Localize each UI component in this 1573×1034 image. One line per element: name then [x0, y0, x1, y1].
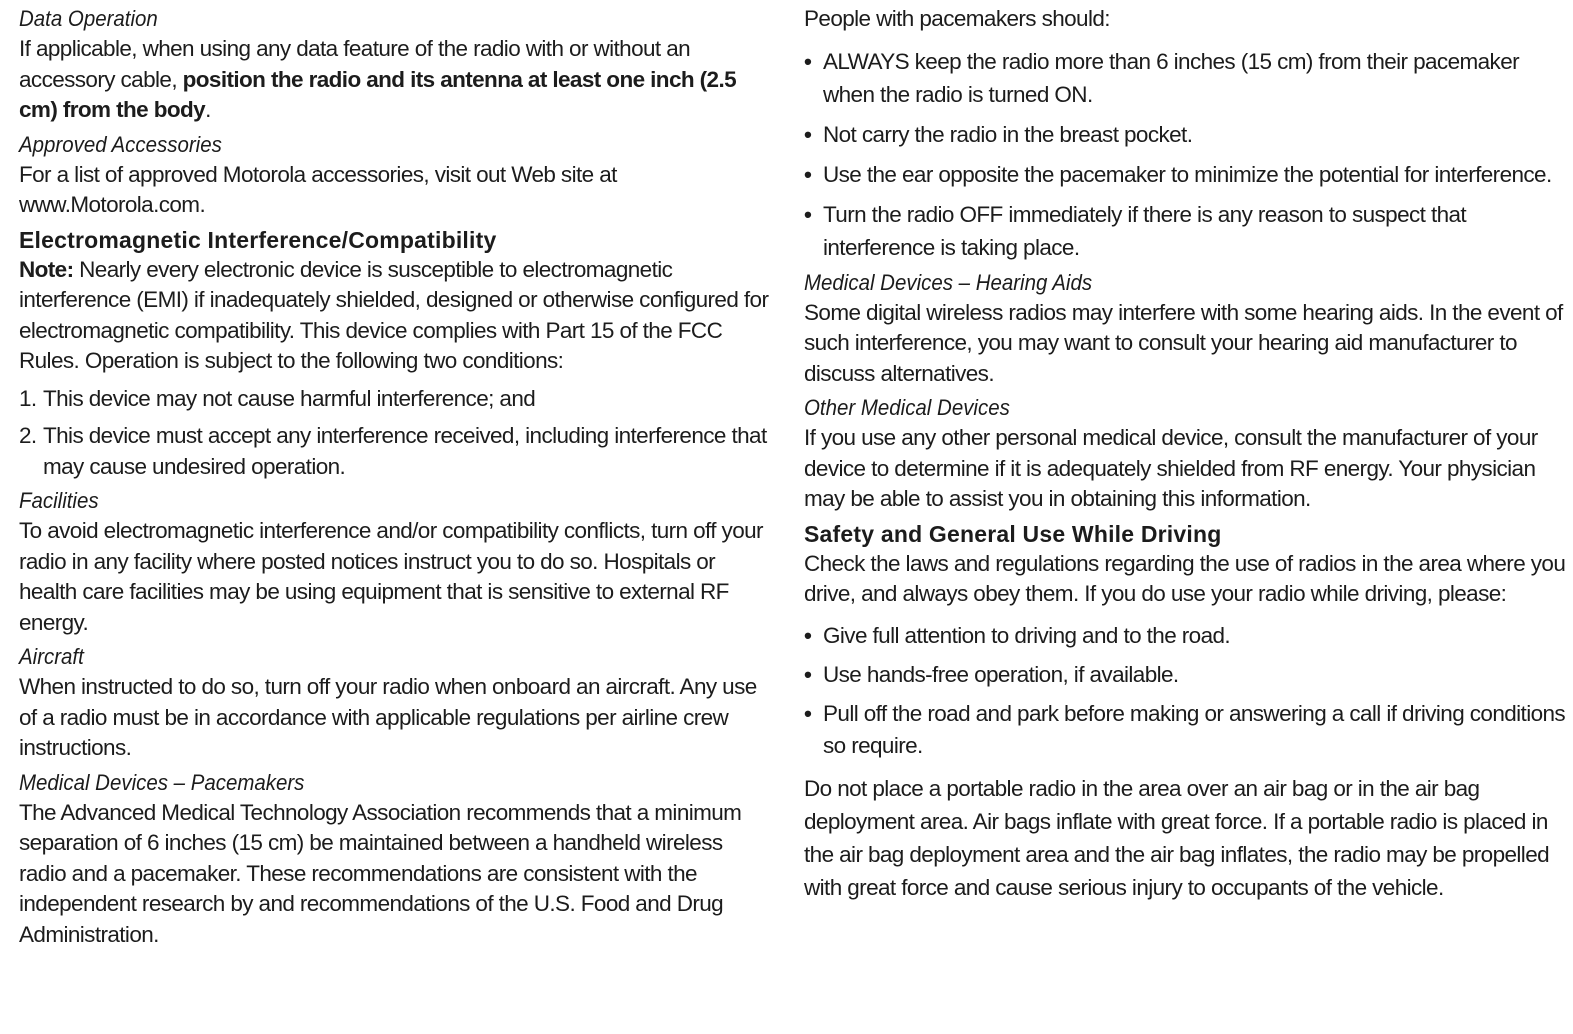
- list-item: [804, 118, 1566, 151]
- list-marker: 2.: [19, 423, 37, 448]
- pacemaker-bullets: [804, 45, 1566, 264]
- list-item: [804, 198, 1566, 264]
- airbag-text: Do not place a portable radio in the area over an air bag or in the air bag deployment area. Air bags inflate with great force. If a portable radio is placed in the air bag deployment area and the air bag inflates, the radio may be propelled with great force and cause serious injury to occupants of the vehicle.: [804, 775, 1550, 900]
- hearing-aids-title: Medical Devices – Hearing Aids: [804, 269, 1093, 295]
- pacemakers-text: The Advanced Medical Technology Association recommends that a minimum separation of 6 inches (15 cm) be maintained between a handheld wireless radio and a pacemaker. These recommendations are consistent with the independent research by and recommendations of the U.S. Food and Drug Administration.: [19, 799, 742, 947]
- list-item: [804, 45, 1566, 111]
- driving-bullets: [804, 620, 1566, 762]
- list-item-text: Give full attention to driving and to the road.: [823, 622, 1231, 648]
- bullet-marker: •: [804, 121, 812, 147]
- list-item-text: Turn the radio OFF immediately if there is any reason to suspect that interference is taking place.: [823, 201, 1467, 260]
- other-medical-text: If you use any other personal medical device, consult the manufacturer of your device to determine if it is adequately shielded from RF energy. Your physician may be able to assist you in obtaining this information.: [804, 425, 1538, 511]
- bullet-marker: •: [804, 161, 812, 187]
- list-item-text: This device must accept any interference received, including interference that may cause undesired operation.: [43, 423, 767, 479]
- aircraft-text: When instructed to do so, turn off your radio when onboard an aircraft. Any use of a radio must be in accordance with applicable regulations per airline crew instructions.: [19, 674, 757, 760]
- facilities-title: Facilities: [19, 488, 99, 513]
- list-item: [804, 620, 1566, 652]
- emi-note: [19, 255, 769, 377]
- right-column: [804, 4, 1566, 904]
- other-medical-title: Other Medical Devices: [804, 395, 1010, 420]
- emi-conditions-list: [19, 384, 769, 483]
- list-item: [804, 698, 1566, 762]
- bullet-marker: •: [804, 700, 812, 726]
- bullet-marker: •: [804, 661, 812, 687]
- facilities-text: To avoid electromagnetic interference and/or compatibility conflicts, turn off your radio in any facility where posted notices instruct you to do so. Hospitals or health care facilities may be using equipment that is sensitive to external RF energy.: [19, 518, 763, 635]
- pacemaker-intro: People with pacemakers should:: [804, 6, 1110, 31]
- list-item-text: Use hands-free operation, if available.: [823, 661, 1179, 687]
- list-item: [804, 158, 1566, 191]
- list-item-text: Pull off the road and park before making or answering a call if driving conditions so require.: [823, 700, 1566, 758]
- list-item-text: Not carry the radio in the breast pocket.: [823, 121, 1193, 147]
- list-item: [19, 421, 769, 482]
- data-operation-text-plain: If applicable, when using any data feature of the radio with or without an accessory cable,: [19, 36, 691, 92]
- driving-heading: Safety and General Use While Driving: [804, 520, 1222, 547]
- data-operation-text: [19, 34, 769, 126]
- emi-note-text: Nearly every electronic device is susceptible to electromagnetic interference (EMI) if inadequately shielded, designed or otherwise configured for electromagnetic compatibility. This device complies with Part 15 of the FCC Rules. Operation is subject to the following two conditions:: [19, 256, 769, 373]
- bullet-marker: •: [804, 48, 812, 74]
- approved-accessories-title: Approved Accessories: [19, 131, 222, 157]
- list-item: [19, 384, 769, 415]
- approved-accessories-text: For a list of approved Motorola accessories, visit out Web site at www.Motorola.com.: [19, 161, 617, 217]
- bullet-marker: •: [804, 201, 812, 227]
- data-operation-title: Data Operation: [19, 6, 158, 31]
- list-item-text: ALWAYS keep the radio more than 6 inches (15 cm) from their pacemaker when the radio is turned ON.: [823, 48, 1520, 107]
- data-operation-text-end: .: [205, 97, 211, 122]
- emi-note-label: Note:: [19, 256, 74, 282]
- left-column: [19, 4, 769, 950]
- hearing-aids-text: Some digital wireless radios may interfere with some hearing aids. In the event of such interference, you may want to consult your hearing aid manufacturer to discuss alternatives.: [804, 299, 1563, 386]
- list-item-text: Use the ear opposite the pacemaker to minimize the potential for interference.: [823, 161, 1552, 187]
- emi-heading: Electromagnetic Interference/Compatibility: [19, 226, 497, 253]
- data-operation-text-bold: position the radio and its antenna at least one inch (2.5 cm) from the body: [19, 66, 737, 122]
- pacemakers-title: Medical Devices – Pacemakers: [19, 769, 305, 795]
- list-item-text: This device may not cause harmful interference; and: [43, 385, 536, 411]
- driving-text: Check the laws and regulations regarding the use of radios in the area where you drive, and always obey them. If you do use your radio while driving, please:: [804, 550, 1566, 606]
- list-item: [804, 659, 1566, 691]
- list-marker: 1.: [19, 385, 37, 411]
- bullet-marker: •: [804, 622, 812, 648]
- aircraft-title: Aircraft: [19, 644, 84, 669]
